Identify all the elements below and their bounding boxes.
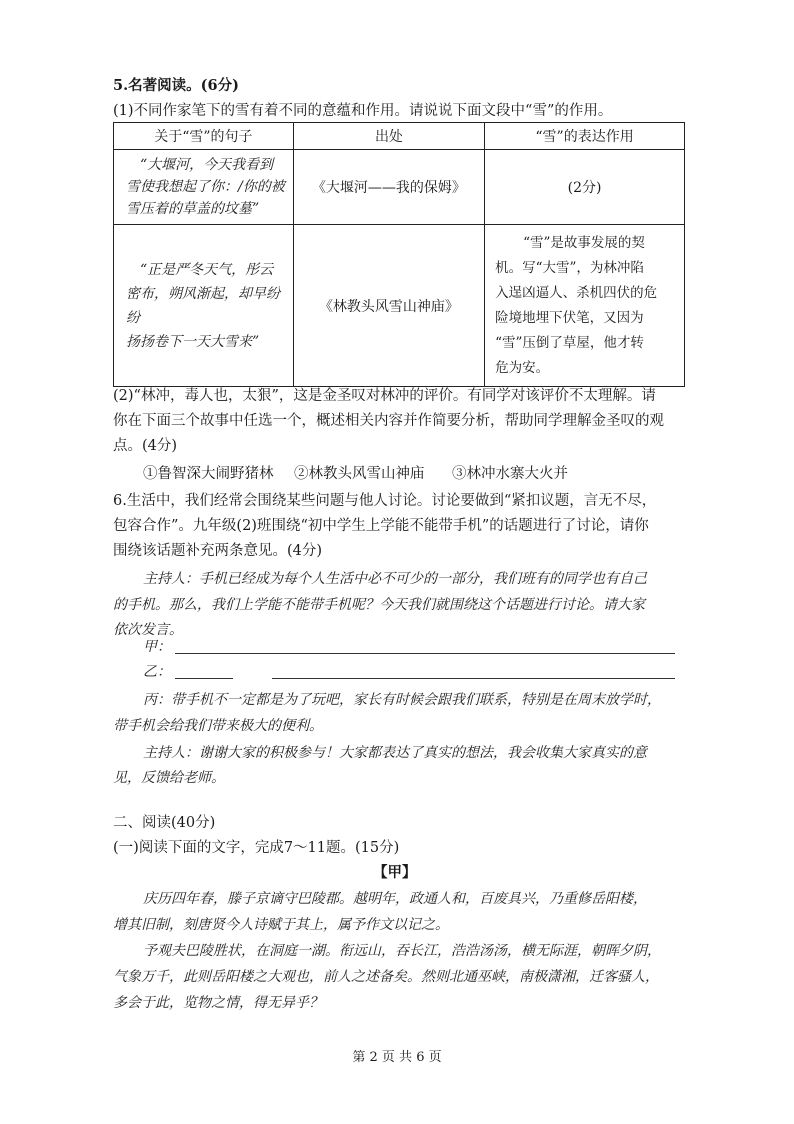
speaker-c-line: 带手机会给我们带来极大的便利。: [113, 718, 323, 734]
host-closing-line: 主持人：谢谢大家的积极参与！大家都表达了真实的想法，我会收集大家真实的意: [143, 745, 647, 761]
table-header: 关于“雪”的句子: [114, 123, 294, 150]
q6-prompt-line: 围绕该话题补充两条意见。(4分): [113, 543, 323, 559]
q5-heading: 5.名著阅读。(6分): [113, 77, 239, 94]
option-1: ①鲁智深大闹野猪林: [143, 466, 274, 482]
speaker-b-answer-line[interactable]: [175, 678, 233, 679]
snow-sentence: [114, 150, 294, 225]
effect-line: “雪”是故事发展的契: [523, 234, 645, 251]
speaker-a-answer-line[interactable]: [175, 653, 675, 654]
option-2: ②林教头风雪山神庙: [294, 466, 425, 482]
snow-source: 《林教头风雪山神庙》: [293, 225, 484, 387]
q6-prompt-line: 6.生活中，我们经常会围绕某些问题与他人讨论。讨论要做到“紧扣议题，言无不尽，: [113, 493, 657, 509]
table-header-row: [114, 123, 685, 150]
snow-effect: (2分): [485, 150, 685, 225]
speaker-b-answer-line-2[interactable]: [272, 678, 675, 679]
effect-line: 机。写“大雪”，为林冲陷: [495, 259, 644, 276]
effect-line: 入逞凶逼人、杀机四伏的危: [495, 284, 658, 301]
passage-line: 予观夫巴陵胜状，在洞庭一湖。衔远山，吞长江，浩浩汤汤，横无际涯，朝晖夕阴，: [143, 943, 661, 959]
q5-sub2-line: 你在下面三个故事中任选一个，概述相关内容并作简要分析，帮助同学理解金圣叹的观: [113, 413, 664, 429]
speaker-b-label: 乙：: [143, 664, 171, 680]
effect-line: 险境地埋下伏笔，又因为: [495, 309, 644, 326]
host-line: 的手机。那么，我们上学能不能带手机呢？今天我们就围绕这个话题进行讨论。请大家: [113, 597, 645, 613]
sentence-line: 雪使我想起了你：/你的被: [126, 179, 285, 195]
passage-line: 增其旧制，刻唐贤今人诗赋于其上，属予作文以记之。: [113, 917, 449, 933]
sentence-line: 扬扬卷下一天大雪来”: [126, 333, 260, 350]
host-line: 主持人：手机已经成为每个人生活中必不可少的一部分，我们班有的同学也有自己: [143, 571, 647, 587]
sentence-line: 雪压着的草盖的坟墓”: [126, 201, 260, 217]
passage-line: 多会于此，览物之情，得无异乎？: [113, 995, 323, 1011]
snow-source: 《大堰河——我的保姆》: [293, 150, 484, 225]
sentence-line: “正是严冬天气，彤云: [140, 261, 274, 278]
table-row: [114, 225, 685, 387]
snow-effect: [485, 225, 685, 387]
passage-line: 庆历四年春，滕子京谪守巴陵郡。越明年，政通人和，百废具兴，乃重修岳阳楼，: [143, 891, 647, 907]
passage-jia-label: 【甲】: [373, 864, 417, 881]
q5-sub1: (1)不同作家笔下的雪有着不同的意蕴和作用。请说说下面文段中“雪”的作用。: [113, 103, 613, 119]
snow-table: [113, 122, 685, 387]
sentence-line: 密布，朔风渐起，却早纷纷: [126, 285, 280, 326]
option-3: ③林冲水寨大火并: [452, 466, 568, 482]
speaker-c-line: 丙：带手机不一定都是为了玩吧，家长有时候会跟我们联系，特别是在周末放学时，: [143, 692, 661, 708]
speaker-a-label: 甲：: [143, 639, 171, 655]
page-footer: 第 2 页 共 6 页: [352, 1050, 442, 1065]
reading-part1-title: (一)阅读下面的文字，完成7～11题。(15分): [113, 840, 400, 856]
table-header: 出处: [293, 123, 484, 150]
effect-line: 危为安。: [495, 359, 550, 376]
effect-line: “雪”压倒了草屋，他才转: [495, 334, 644, 351]
table-header: “雪”的表达作用: [485, 123, 685, 150]
snow-sentence: [114, 225, 294, 387]
reading-section-title: 二、阅读(40分): [113, 815, 216, 831]
q5-sub2-line: 点。(4分): [113, 438, 178, 454]
host-line: 依次发言。: [113, 622, 183, 638]
passage-line: 气象万千，此则岳阳楼之大观也，前人之述备矣。然则北通巫峡，南极潇湘，迁客骚人，: [113, 969, 659, 985]
q5-sub2-line: (2)“林冲，毒人也，太狠”，这是金圣叹对林冲的评价。有同学对该评价不太理解。请: [113, 388, 656, 404]
host-closing-line: 见，反馈给老师。: [113, 770, 225, 786]
table-row: [114, 150, 685, 225]
q6-prompt-line: 包容合作”。九年级(2)班围绕“初中学生上学能不能带手机”的话题进行了讨论，请你: [113, 518, 649, 534]
sentence-line: “大堰河，今天我看到: [140, 157, 274, 173]
